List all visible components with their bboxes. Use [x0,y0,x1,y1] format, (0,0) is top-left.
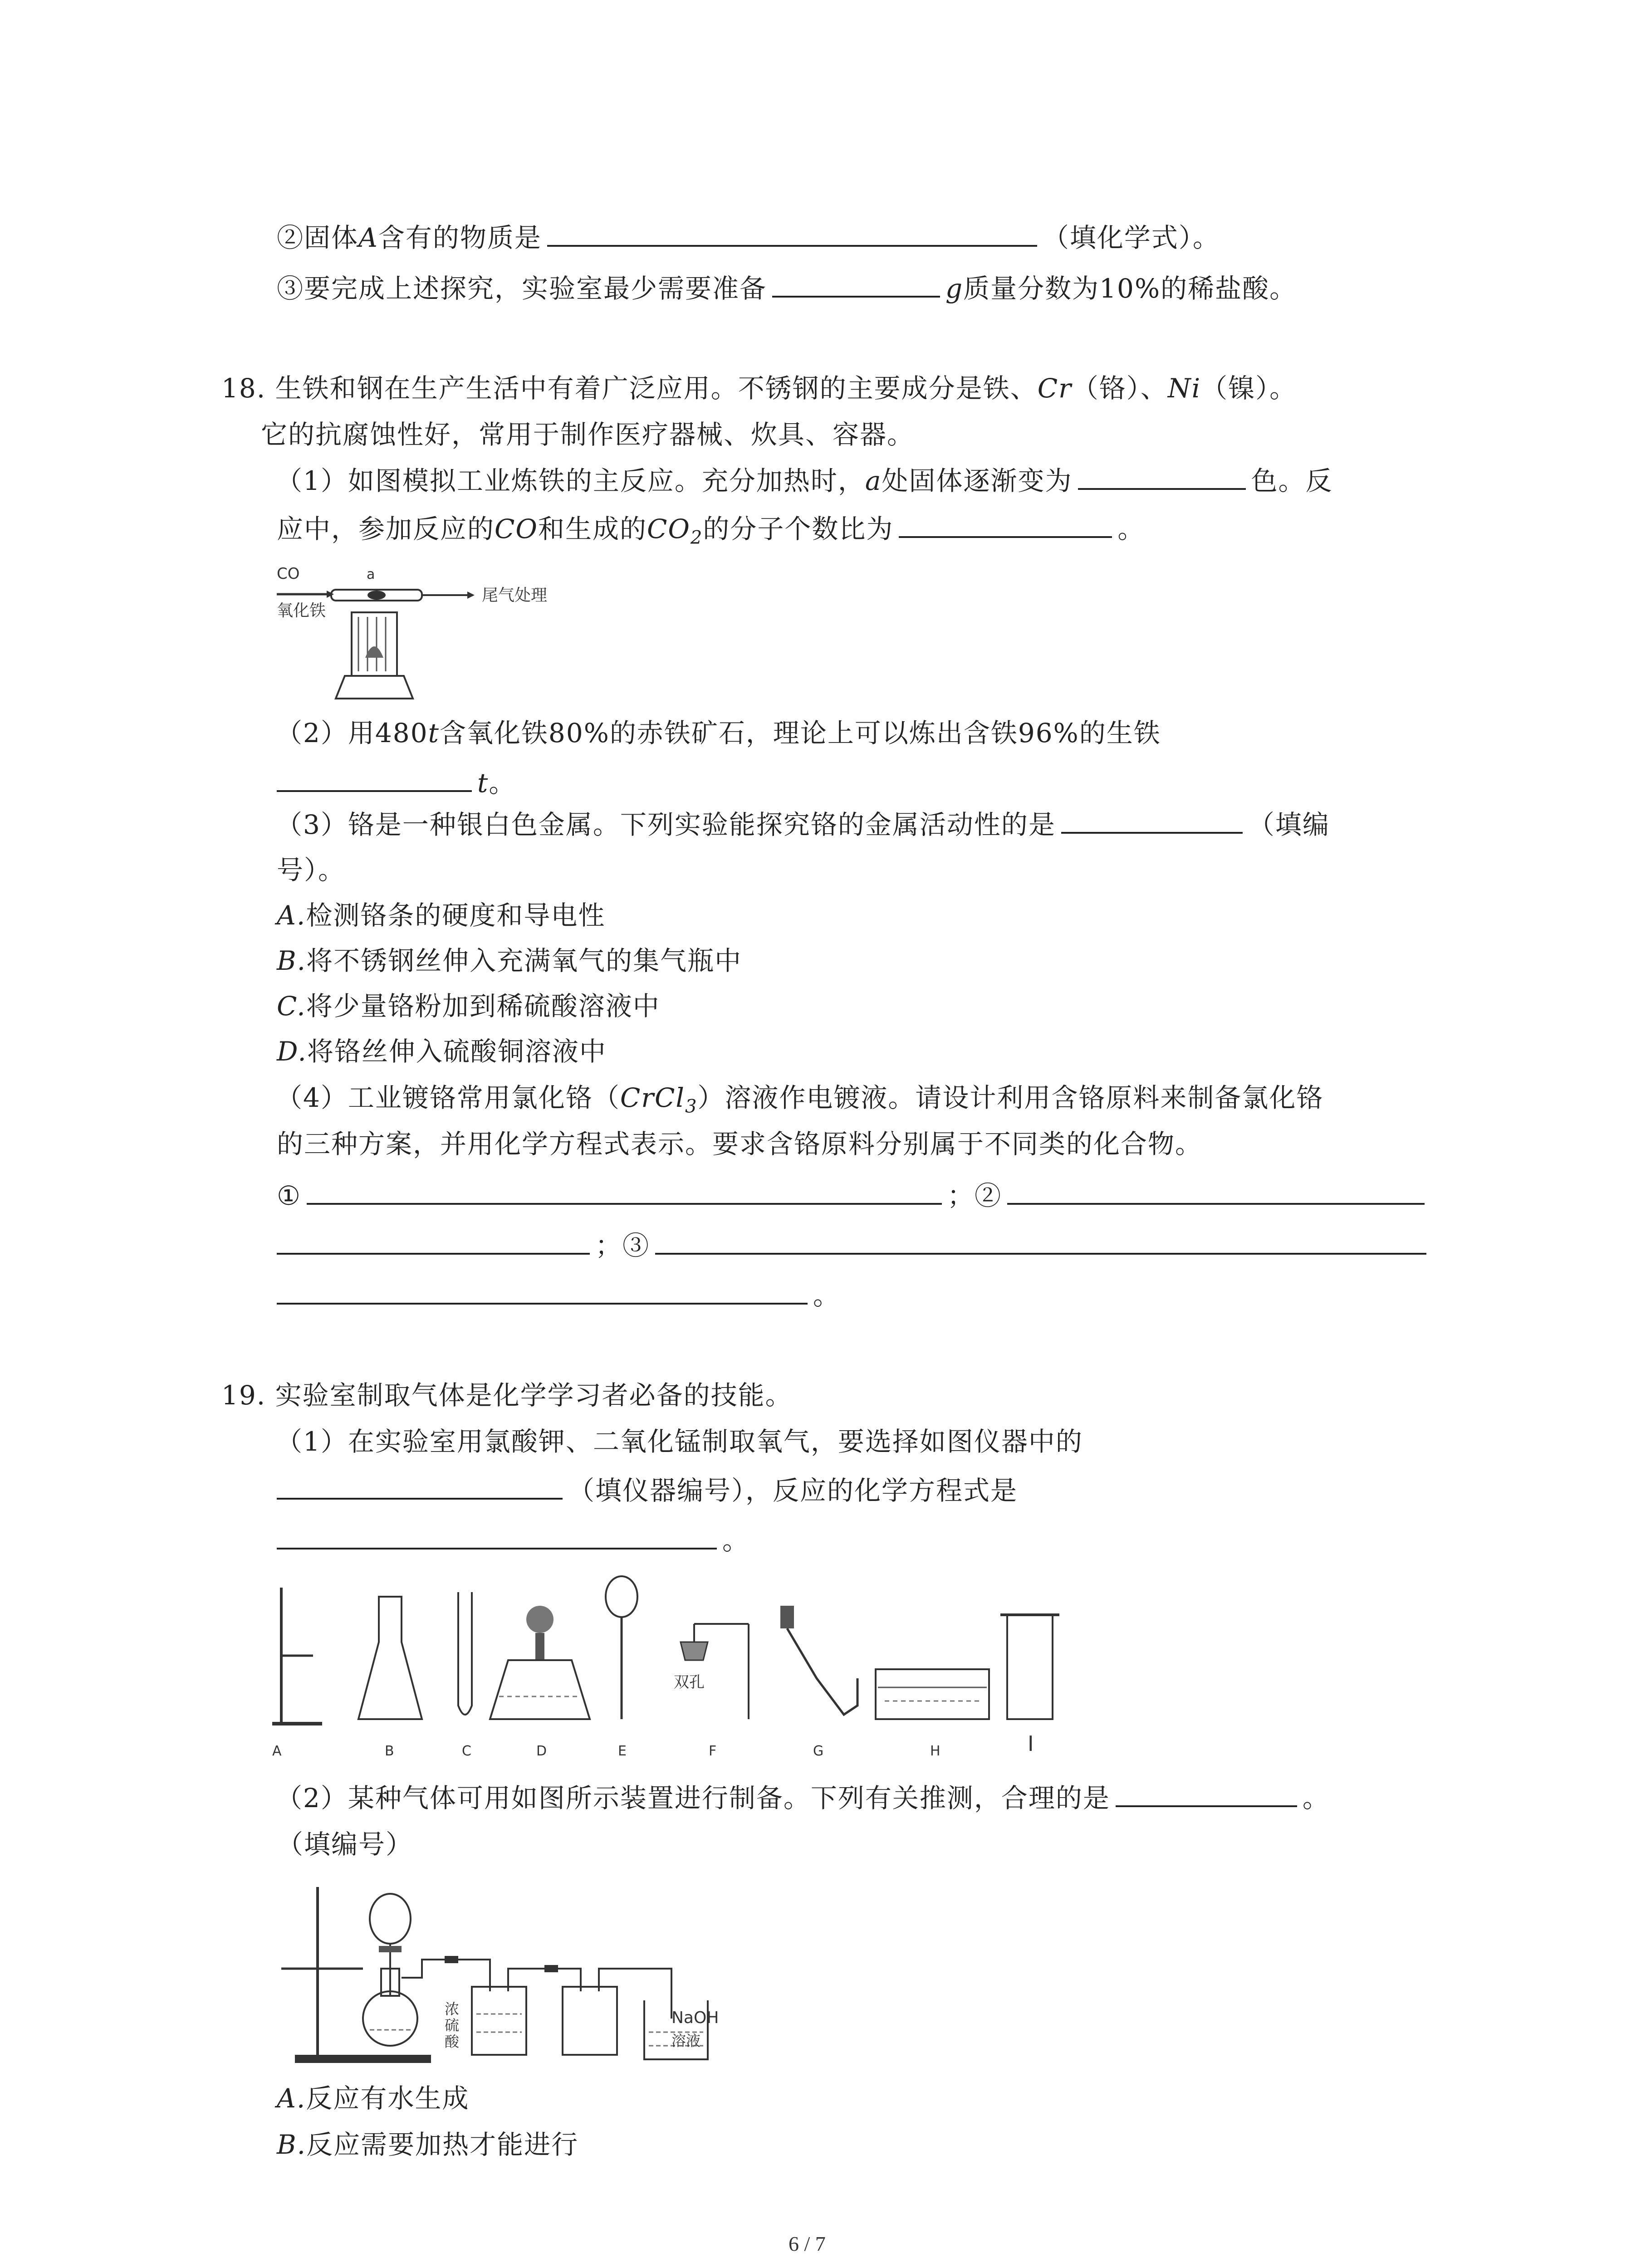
option-text: 将铬丝伸入硫酸铜溶液中 [307,1036,607,1067]
circle-1: ① [277,1180,301,1211]
option-text: 检测铬条的硬度和导电性 [306,900,606,931]
option-letter: A. [277,900,306,931]
separatory-funnel [370,1894,411,1996]
answer-blank[interactable] [1116,1802,1297,1807]
acid-label-2: 硫 [445,2017,460,2034]
q18-answer-row-3 [277,1279,840,1312]
text: 19. 实验室制取气体是化学学习者必备的技能。 [221,1380,793,1411]
q18-part1 [276,464,1333,497]
iron-oxide-sample [367,591,386,600]
answer-blank[interactable] [307,1199,942,1205]
label-e: E [618,1743,627,1759]
q18-part4-b [277,1128,1202,1160]
text: 和生成的 [538,513,647,544]
iron-oxide-label: 氧化铁 [277,601,326,620]
option-letter: C. [277,991,306,1022]
iron-smelting-figure [277,562,567,708]
var-a: a [865,465,882,496]
text: （填编 [1248,809,1330,840]
q17-line-solid-A [277,221,1220,254]
circle-3: ③ [622,1230,650,1261]
instrument-b-flask [358,1597,422,1719]
text: （2）用480 [276,718,428,748]
option-letter: D. [277,1036,307,1067]
text: ③要完成上述探究，实验室最少需要准备 [277,273,767,304]
co2: CO [647,513,691,544]
answer-blank[interactable] [277,1299,808,1305]
label-h: H [930,1743,941,1759]
option-b[interactable] [277,944,742,977]
text: 的三种方案，并用化学方程式表示。要求含铬原料分别属于不同类的化合物。 [277,1129,1203,1159]
label-f: F [709,1743,717,1759]
text: ）溶液作电镀液。请设计利用含铬原料来制备氯化铬 [697,1082,1324,1113]
option-a[interactable] [277,899,605,932]
option-letter: B. [277,945,307,976]
label-c: C [462,1743,471,1759]
q19-part1 [276,1425,1083,1458]
option-text: 将不锈钢丝伸入充满氧气的集气瓶中 [306,945,742,976]
answer-blank[interactable] [547,241,1037,247]
collection-bottle [563,1987,617,2055]
instrument-e-funnel [606,1576,637,1719]
text: （填仪器编号），反应的化学方程式是 [568,1475,1018,1506]
q19-part1-b [277,1474,1018,1507]
gas-apparatus-figure [272,1878,744,2068]
instrument-i-gas-jar [1000,1615,1059,1719]
q18-part4 [276,1081,1323,1123]
unit-t: t [477,767,489,798]
text: 质量分数为10%的稀盐酸。 [963,273,1297,304]
co: CO [495,513,538,544]
q18-answer-row-2 [277,1229,1432,1262]
option-c[interactable] [277,990,660,1022]
subscript: 3 [685,1096,698,1117]
connecting-tubes [402,1956,671,2019]
q19-part1-c [277,1524,749,1557]
q18-answer-row-1 [277,1179,1430,1212]
label-a: A [272,1743,282,1759]
a-label: a [367,567,375,582]
text: ； [947,1180,975,1211]
answer-blank[interactable] [655,1249,1426,1255]
text: 应中，参加反应的 [277,513,495,544]
q18-part2-answer [277,767,516,799]
text: ； [595,1230,623,1261]
text: 号）。 [277,855,346,885]
text: （镍）。 [1201,373,1297,404]
text: 。 [813,1280,841,1311]
unit-t: t [428,718,440,748]
text: （填化学式）。 [1042,222,1220,253]
text: （铬）、 [1072,373,1168,404]
option-text: 反应需要加热才能进行 [306,2129,579,2160]
text: （填编号） [277,1829,413,1860]
subscript: 2 [690,527,703,548]
wash-bottle-sulfuric-acid [472,1987,526,2055]
text: 。 [1302,1783,1330,1813]
solution-label: 溶液 [671,2032,701,2049]
instrument-h-trough [876,1669,989,1719]
text: 它的抗腐蚀性好，常用于制作医疗器械、炊具、容器。 [261,419,915,450]
option-text: 反应有水生成 [306,2083,470,2114]
instrument-c-test-tube [458,1592,472,1715]
instruments-figure [272,1569,1089,1760]
q18-stem [221,372,1297,405]
option-text: 将少量铬粉加到稀硫酸溶液中 [306,991,660,1022]
text: 的分子个数比为 [703,513,894,544]
text: （4）工业镀铬常用氯化铬（ [276,1082,620,1113]
acid-label-1: 浓 [445,2000,460,2018]
text: 色。反 [1251,465,1333,496]
q19-part2 [276,1782,1330,1814]
answer-blank[interactable] [1078,484,1246,490]
co-label: CO [277,565,300,583]
var-a: A [358,222,378,253]
answer-blank[interactable] [277,1494,563,1500]
formula: CrCl [620,1082,685,1113]
text: （2）某种气体可用如图所示装置进行制备。下列有关推测，合理的是 [276,1783,1110,1813]
text: （3）铬是一种银白色金属。下列实验能探究铬的金属活动性的是 [276,809,1056,840]
answer-blank[interactable] [1007,1199,1425,1205]
q19-part2-b [277,1828,413,1861]
q18-part3-b [277,854,345,886]
text: 含有的物质是 [378,222,542,253]
instrument-f-stopper-tube [674,1624,749,1719]
q18-stem-2 [261,418,914,451]
text: （1）在实验室用氯酸钾、二氧化锰制取氧气，要选择如图仪器中的 [276,1426,1083,1457]
label-i: I [1028,1731,1034,1756]
instrument-g-bent-tube [780,1606,857,1715]
answer-blank[interactable] [277,1249,590,1255]
text: 。 [1117,513,1145,544]
answer-blank[interactable] [277,787,472,792]
acid-label-3: 酸 [445,2033,460,2050]
label-b: B [385,1743,394,1759]
q17-line-hcl [277,272,1297,305]
q18-part2 [276,717,1161,749]
text: ②固体 [277,222,359,253]
circle-2: ② [975,1180,1002,1211]
q19-stem [221,1379,793,1412]
label-d: D [536,1743,547,1759]
var-g: g [945,273,964,304]
ni: Ni [1167,373,1201,404]
arrowhead [467,591,475,599]
answer-blank[interactable] [277,1544,717,1549]
text: 处固体逐渐变为 [882,465,1073,496]
instrument-a-stand [272,1588,322,1724]
text: 18. 生铁和钢在生产生活中有着广泛应用。不锈钢的主要成分是铁、 [221,373,1038,404]
tail-gas-label: 尾气处理 [482,586,548,605]
answer-blank[interactable] [772,292,940,298]
instrument-d-alcohol-lamp [490,1606,590,1719]
option-letter: A. [277,2083,306,2114]
cr: Cr [1037,373,1072,404]
label-g: G [813,1743,824,1759]
naoh-label: NaOH [671,2009,719,2027]
lamp-base [336,676,413,699]
q18-part3 [276,808,1330,841]
shield-bars [358,617,386,671]
answer-blank[interactable] [1061,828,1243,834]
iron-stand [281,1887,431,2063]
text: 。 [489,767,516,798]
double-hole-label: 双孔 [674,1673,705,1691]
text: 。 [722,1525,750,1556]
q19-option-b[interactable] [277,2128,578,2161]
q19-option-a[interactable] [277,2082,469,2115]
text: （1）如图模拟工业炼铁的主反应。充分加热时， [276,465,865,496]
text: 含氧化铁80%的赤铁矿石，理论上可以炼出含铁96%的生铁 [439,718,1161,748]
q18-part1-b [277,513,1145,554]
option-letter: B. [277,2129,307,2160]
option-d[interactable] [277,1035,607,1068]
answer-blank[interactable] [899,533,1112,538]
page-number: 6 / 7 [789,2232,826,2255]
